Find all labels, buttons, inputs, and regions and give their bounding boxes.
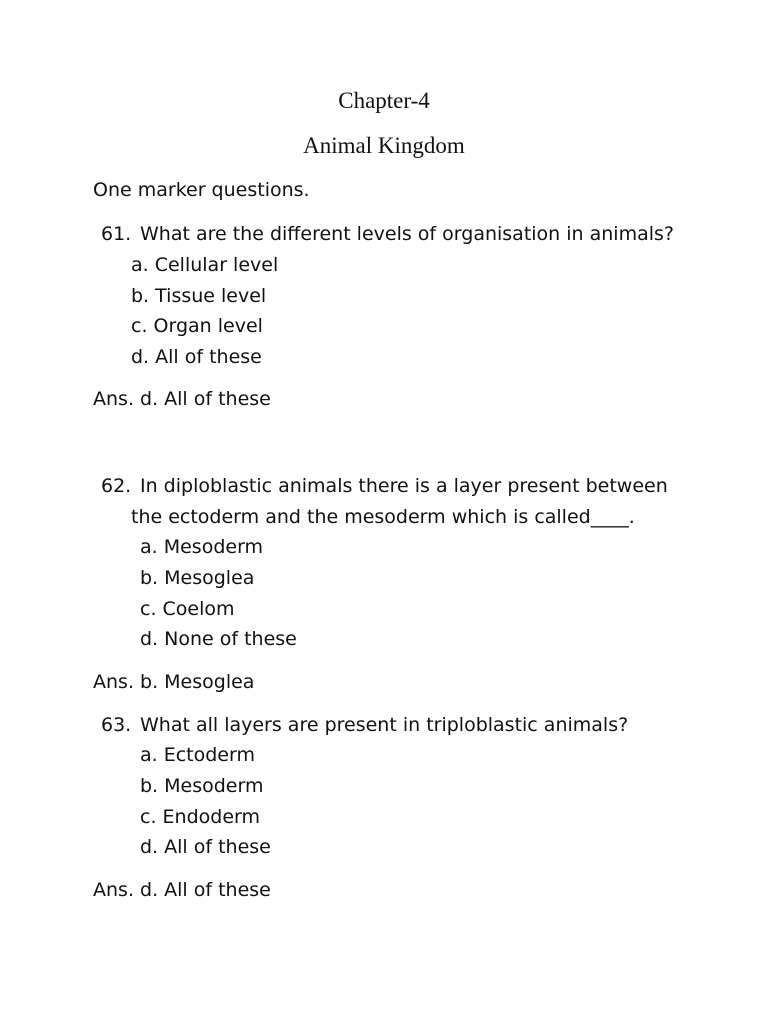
option-d: d. None of these [140, 628, 297, 650]
question-number: 62. [101, 475, 132, 497]
question-text-continued: the ectoderm and the mesoderm which is called____. [131, 506, 635, 528]
chapter-heading: Chapter-4 [338, 88, 430, 113]
option-c: c. Organ level [131, 315, 263, 337]
option-a: a. Ectoderm [140, 744, 255, 766]
answer: Ans. d. All of these [93, 388, 271, 410]
option-b: b. Tissue level [131, 285, 267, 307]
option-c: c. Coelom [140, 598, 235, 620]
option-c: c. Endoderm [140, 806, 260, 828]
page-title: Animal Kingdom [303, 133, 465, 158]
question-text: What all layers are present in triploblastic animals? [140, 714, 629, 736]
question-text: What are the different levels of organisation in animals? [140, 223, 674, 245]
option-d: d. All of these [131, 346, 262, 368]
option-d: d. All of these [140, 836, 271, 858]
answer: Ans. d. All of these [93, 879, 271, 901]
question-text: In diploblastic animals there is a layer present between [140, 475, 668, 497]
option-a: a. Cellular level [131, 254, 279, 276]
option-b: b. Mesoderm [140, 775, 264, 797]
section-heading: One marker questions. [93, 179, 310, 201]
question-number: 63. [101, 714, 132, 736]
answer: Ans. b. Mesoglea [93, 671, 255, 693]
option-b: b. Mesoglea [140, 567, 255, 589]
option-a: a. Mesoderm [140, 536, 264, 558]
question-number: 61. [101, 223, 132, 245]
